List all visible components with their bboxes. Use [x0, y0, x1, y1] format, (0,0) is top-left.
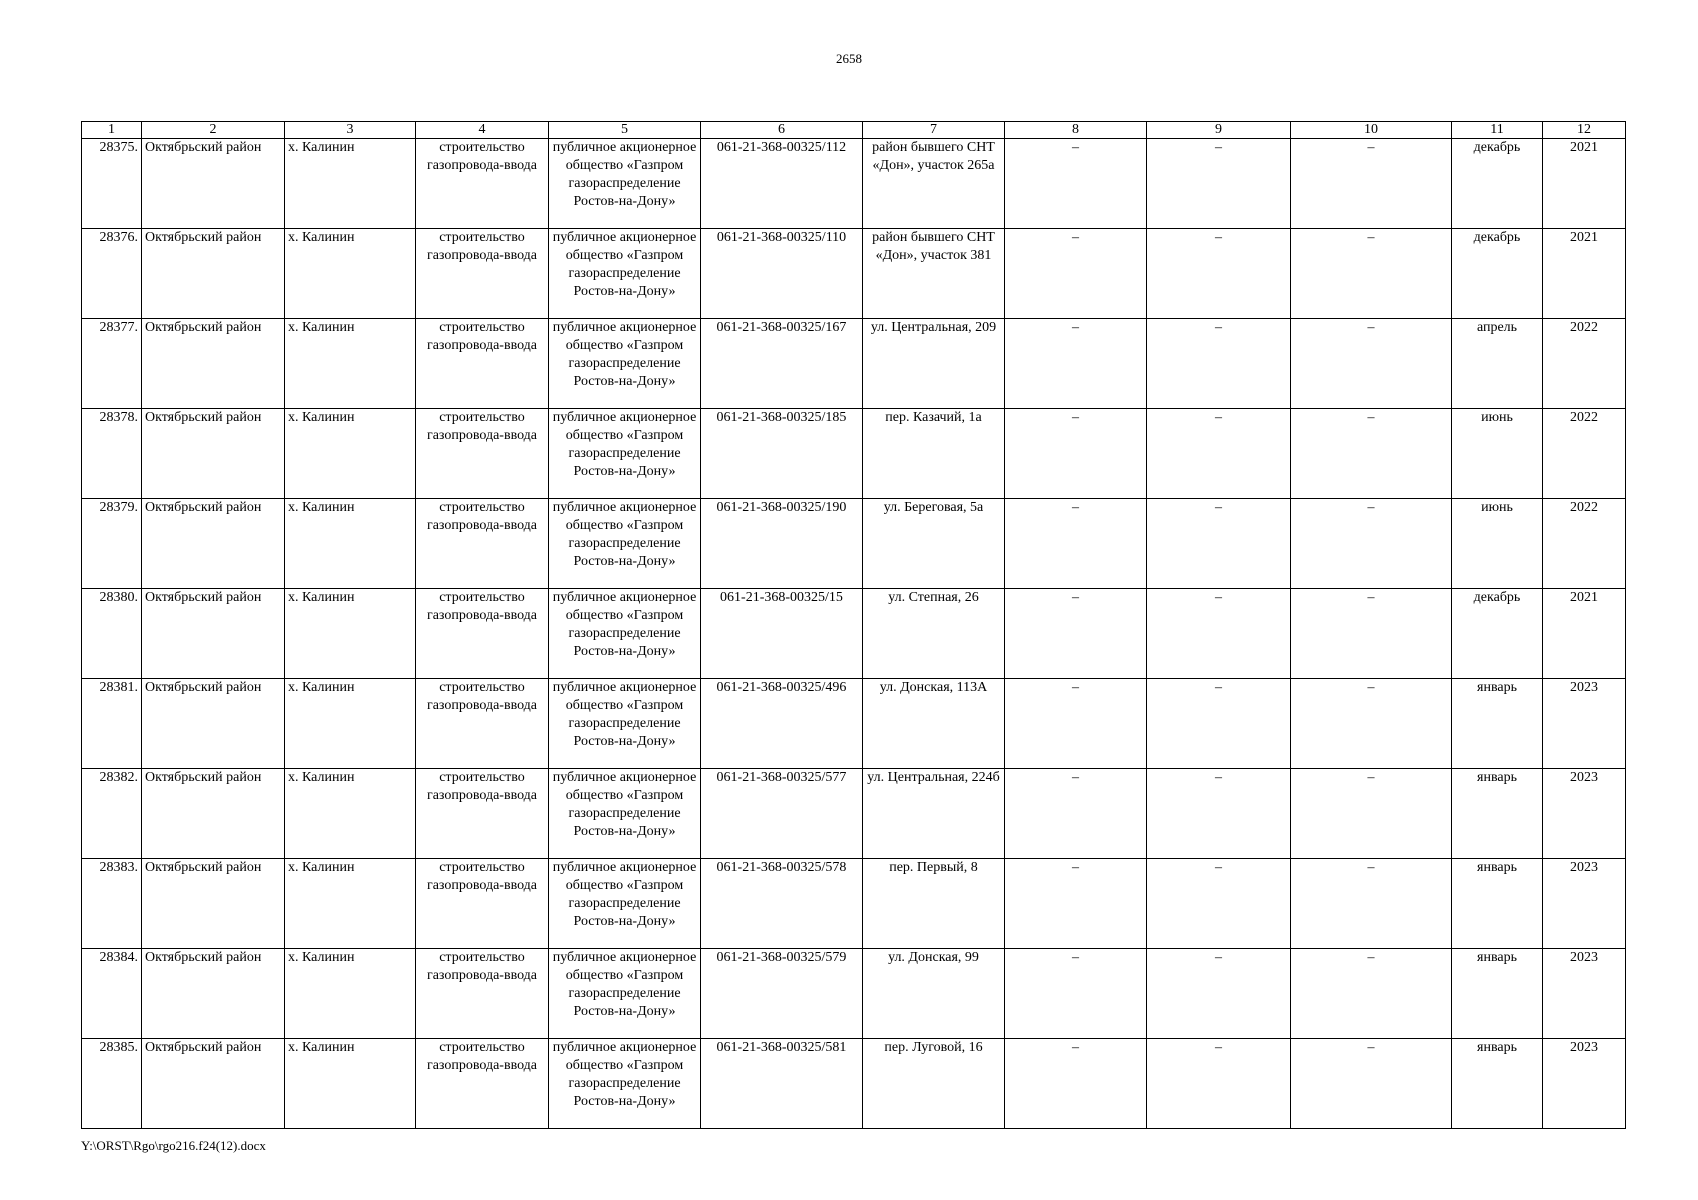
column-8-cell: –	[1005, 319, 1147, 409]
district-cell: Октябрьский район	[142, 229, 285, 319]
address-cell: пер. Луговой, 16	[863, 1039, 1005, 1129]
table-row	[82, 499, 1626, 589]
organization-cell: публичное акционерное общество «Газпром газораспределение Ростов-на-Дону»	[549, 679, 701, 769]
district-cell: Октябрьский район	[142, 769, 285, 859]
work-type-cell: строительство газопровода-ввода	[416, 859, 549, 949]
permit-number-cell: 061-21-368-00325/190	[701, 499, 863, 589]
organization-cell: публичное акционерное общество «Газпром газораспределение Ростов-на-Дону»	[549, 229, 701, 319]
month-cell: январь	[1452, 949, 1543, 1039]
column-9-cell: –	[1147, 1039, 1291, 1129]
organization-cell: публичное акционерное общество «Газпром газораспределение Ростов-на-Дону»	[549, 1039, 701, 1129]
year-cell: 2023	[1543, 1039, 1626, 1129]
column-8-cell: –	[1005, 229, 1147, 319]
address-cell: ул. Центральная, 224б	[863, 769, 1005, 859]
work-type-cell: строительство газопровода-ввода	[416, 499, 549, 589]
year-cell: 2022	[1543, 499, 1626, 589]
row-number: 28375.	[82, 139, 142, 229]
table-row	[82, 409, 1626, 499]
settlement-cell: х. Калинин	[285, 589, 416, 679]
year-cell: 2023	[1543, 679, 1626, 769]
month-cell: январь	[1452, 1039, 1543, 1129]
district-cell: Октябрьский район	[142, 589, 285, 679]
column-header: 1	[82, 122, 142, 139]
permit-number-cell: 061-21-368-00325/112	[701, 139, 863, 229]
column-9-cell: –	[1147, 679, 1291, 769]
organization-cell: публичное акционерное общество «Газпром газораспределение Ростов-на-Дону»	[549, 319, 701, 409]
district-cell: Октябрьский район	[142, 499, 285, 589]
month-cell: декабрь	[1452, 589, 1543, 679]
year-cell: 2021	[1543, 589, 1626, 679]
registry-table	[81, 121, 1626, 1129]
settlement-cell: х. Калинин	[285, 409, 416, 499]
permit-number-cell: 061-21-368-00325/167	[701, 319, 863, 409]
month-cell: январь	[1452, 769, 1543, 859]
permit-number-cell: 061-21-368-00325/581	[701, 1039, 863, 1129]
column-header: 3	[285, 122, 416, 139]
year-cell: 2022	[1543, 319, 1626, 409]
column-header: 2	[142, 122, 285, 139]
table-row	[82, 1039, 1626, 1129]
permit-number-cell: 061-21-368-00325/579	[701, 949, 863, 1039]
page-number: 2658	[836, 51, 862, 66]
footer-file-path: Y:\ORST\Rgo\rgo216.f24(12).docx	[81, 1138, 266, 1153]
table-row	[82, 589, 1626, 679]
month-cell: декабрь	[1452, 139, 1543, 229]
permit-number-cell: 061-21-368-00325/577	[701, 769, 863, 859]
column-8-cell: –	[1005, 589, 1147, 679]
district-cell: Октябрьский район	[142, 319, 285, 409]
column-10-cell: –	[1291, 139, 1452, 229]
column-10-cell: –	[1291, 319, 1452, 409]
column-9-cell: –	[1147, 859, 1291, 949]
row-number: 28383.	[82, 859, 142, 949]
table-row	[82, 679, 1626, 769]
column-10-cell: –	[1291, 409, 1452, 499]
organization-cell: публичное акционерное общество «Газпром газораспределение Ростов-на-Дону»	[549, 499, 701, 589]
column-10-cell: –	[1291, 1039, 1452, 1129]
column-header: 4	[416, 122, 549, 139]
organization-cell: публичное акционерное общество «Газпром газораспределение Ростов-на-Дону»	[549, 589, 701, 679]
permit-number-cell: 061-21-368-00325/185	[701, 409, 863, 499]
month-cell: декабрь	[1452, 229, 1543, 319]
column-header: 5	[549, 122, 701, 139]
column-8-cell: –	[1005, 139, 1147, 229]
year-cell: 2021	[1543, 139, 1626, 229]
column-10-cell: –	[1291, 679, 1452, 769]
settlement-cell: х. Калинин	[285, 1039, 416, 1129]
settlement-cell: х. Калинин	[285, 769, 416, 859]
column-8-cell: –	[1005, 679, 1147, 769]
column-10-cell: –	[1291, 589, 1452, 679]
district-cell: Октябрьский район	[142, 679, 285, 769]
month-cell: апрель	[1452, 319, 1543, 409]
column-10-cell: –	[1291, 949, 1452, 1039]
district-cell: Октябрьский район	[142, 409, 285, 499]
address-cell: пер. Первый, 8	[863, 859, 1005, 949]
column-9-cell: –	[1147, 409, 1291, 499]
column-10-cell: –	[1291, 229, 1452, 319]
year-cell: 2023	[1543, 949, 1626, 1039]
row-number: 28382.	[82, 769, 142, 859]
address-cell: ул. Донская, 113А	[863, 679, 1005, 769]
month-cell: январь	[1452, 859, 1543, 949]
district-cell: Октябрьский район	[142, 949, 285, 1039]
column-8-cell: –	[1005, 409, 1147, 499]
year-cell: 2023	[1543, 859, 1626, 949]
column-8-cell: –	[1005, 499, 1147, 589]
column-9-cell: –	[1147, 499, 1291, 589]
work-type-cell: строительство газопровода-ввода	[416, 319, 549, 409]
settlement-cell: х. Калинин	[285, 319, 416, 409]
row-number: 28379.	[82, 499, 142, 589]
column-number-row	[82, 122, 1626, 139]
column-9-cell: –	[1147, 319, 1291, 409]
column-10-cell: –	[1291, 769, 1452, 859]
address-cell: ул. Степная, 26	[863, 589, 1005, 679]
address-cell: район бывшего СНТ «Дон», участок 265а	[863, 139, 1005, 229]
month-cell: январь	[1452, 679, 1543, 769]
column-8-cell: –	[1005, 949, 1147, 1039]
work-type-cell: строительство газопровода-ввода	[416, 229, 549, 319]
month-cell: июнь	[1452, 499, 1543, 589]
row-number: 28385.	[82, 1039, 142, 1129]
settlement-cell: х. Калинин	[285, 139, 416, 229]
row-number: 28376.	[82, 229, 142, 319]
row-number: 28377.	[82, 319, 142, 409]
column-header: 6	[701, 122, 863, 139]
table-row	[82, 229, 1626, 319]
permit-number-cell: 061-21-368-00325/578	[701, 859, 863, 949]
column-header: 12	[1543, 122, 1626, 139]
column-8-cell: –	[1005, 1039, 1147, 1129]
row-number: 28384.	[82, 949, 142, 1039]
table-row	[82, 319, 1626, 409]
permit-number-cell: 061-21-368-00325/15	[701, 589, 863, 679]
row-number: 28378.	[82, 409, 142, 499]
work-type-cell: строительство газопровода-ввода	[416, 769, 549, 859]
work-type-cell: строительство газопровода-ввода	[416, 139, 549, 229]
column-9-cell: –	[1147, 769, 1291, 859]
settlement-cell: х. Калинин	[285, 499, 416, 589]
table-row	[82, 139, 1626, 229]
column-9-cell: –	[1147, 949, 1291, 1039]
permit-number-cell: 061-21-368-00325/110	[701, 229, 863, 319]
permit-number-cell: 061-21-368-00325/496	[701, 679, 863, 769]
organization-cell: публичное акционерное общество «Газпром газораспределение Ростов-на-Дону»	[549, 139, 701, 229]
table-row	[82, 949, 1626, 1039]
work-type-cell: строительство газопровода-ввода	[416, 679, 549, 769]
organization-cell: публичное акционерное общество «Газпром газораспределение Ростов-на-Дону»	[549, 769, 701, 859]
address-cell: ул. Донская, 99	[863, 949, 1005, 1039]
district-cell: Октябрьский район	[142, 139, 285, 229]
column-9-cell: –	[1147, 589, 1291, 679]
column-header: 11	[1452, 122, 1543, 139]
row-number: 28381.	[82, 679, 142, 769]
column-header: 8	[1005, 122, 1147, 139]
settlement-cell: х. Калинин	[285, 229, 416, 319]
column-header: 10	[1291, 122, 1452, 139]
settlement-cell: х. Калинин	[285, 679, 416, 769]
work-type-cell: строительство газопровода-ввода	[416, 949, 549, 1039]
column-9-cell: –	[1147, 139, 1291, 229]
work-type-cell: строительство газопровода-ввода	[416, 1039, 549, 1129]
district-cell: Октябрьский район	[142, 1039, 285, 1129]
column-9-cell: –	[1147, 229, 1291, 319]
year-cell: 2023	[1543, 769, 1626, 859]
address-cell: пер. Казачий, 1а	[863, 409, 1005, 499]
column-header: 7	[863, 122, 1005, 139]
column-header: 9	[1147, 122, 1291, 139]
row-number: 28380.	[82, 589, 142, 679]
table-row	[82, 859, 1626, 949]
address-cell: район бывшего СНТ «Дон», участок 381	[863, 229, 1005, 319]
month-cell: июнь	[1452, 409, 1543, 499]
column-10-cell: –	[1291, 499, 1452, 589]
address-cell: ул. Центральная, 209	[863, 319, 1005, 409]
year-cell: 2022	[1543, 409, 1626, 499]
work-type-cell: строительство газопровода-ввода	[416, 409, 549, 499]
column-10-cell: –	[1291, 859, 1452, 949]
district-cell: Октябрьский район	[142, 859, 285, 949]
organization-cell: публичное акционерное общество «Газпром газораспределение Ростов-на-Дону»	[549, 859, 701, 949]
organization-cell: публичное акционерное общество «Газпром газораспределение Ростов-на-Дону»	[549, 949, 701, 1039]
organization-cell: публичное акционерное общество «Газпром газораспределение Ростов-на-Дону»	[549, 409, 701, 499]
settlement-cell: х. Калинин	[285, 949, 416, 1039]
address-cell: ул. Береговая, 5а	[863, 499, 1005, 589]
table-body	[82, 139, 1626, 1129]
work-type-cell: строительство газопровода-ввода	[416, 589, 549, 679]
column-8-cell: –	[1005, 769, 1147, 859]
settlement-cell: х. Калинин	[285, 859, 416, 949]
column-8-cell: –	[1005, 859, 1147, 949]
year-cell: 2021	[1543, 229, 1626, 319]
table-row	[82, 769, 1626, 859]
